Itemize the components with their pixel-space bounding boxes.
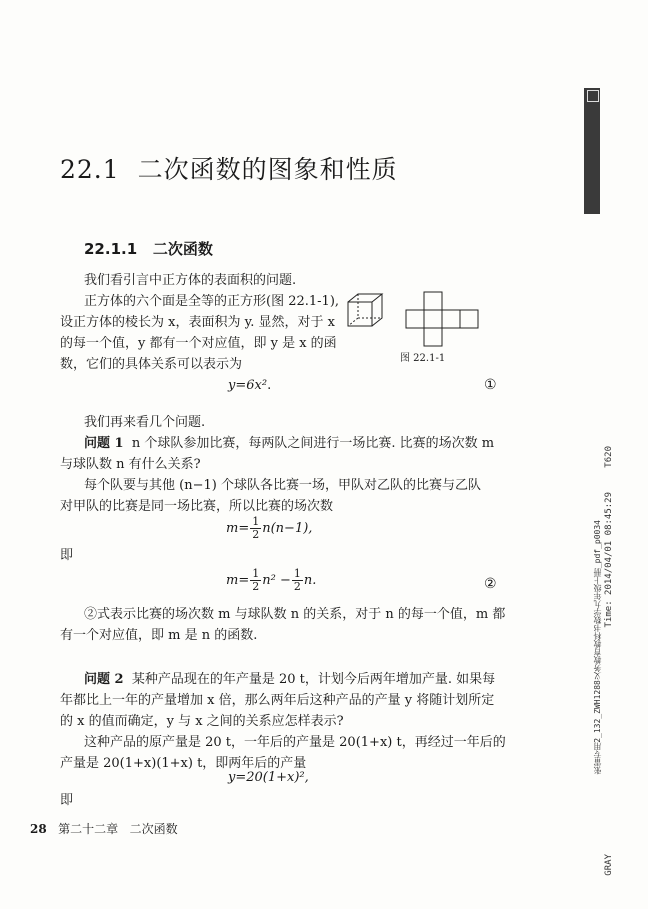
problem-2-text: 某种产品现在的年产量是 20 t，计划今后两年增加产量. 如果每	[131, 672, 496, 687]
fraction-half-a	[250, 568, 261, 593]
footer-chapter: 第二十二章	[58, 822, 119, 836]
paragraph-cube-line3: 的每一个值，y 都有一个对应值，即 y 是 x 的函	[60, 336, 337, 351]
answer-1-line2: 对甲队的比赛是同一场比赛，所以比赛的场次数	[60, 499, 334, 514]
commentary-line2: 有一个对应值，即 m 是 n 的函数.	[60, 628, 258, 643]
fraction-numerator: 1	[252, 567, 260, 580]
side-file-name: 张雷专用2_132_ZWH1288义务教育教科书数学九年级上册_pdf_p0034	[593, 520, 602, 775]
figure-caption: 图 22.1-1	[400, 353, 446, 364]
commentary-line1: ②式表示比赛的场次数 m 与球队数 n 的关系，对于 n 的每一个值，m 都	[84, 607, 506, 622]
page-footer	[30, 820, 178, 837]
problem-1-text: n 个球队参加比赛，每两队之间进行一场比赛. 比赛的场次数 m	[131, 436, 495, 451]
fraction-denominator: 2	[252, 528, 260, 541]
answer-1-line1: 每个队要与其他 (n−1) 个球队各比赛一场，甲队对乙队的比赛与乙队	[84, 478, 481, 493]
side-timestamp: Time: 2014/04/01 08:45:29	[604, 492, 614, 628]
answer-2-line2: 产量是 20(1+x)(1+x) t，即两年后的产量	[60, 756, 307, 771]
equation-2-right: n(n−1),	[262, 521, 313, 536]
side-tab-marker	[587, 90, 599, 102]
equation-3-mid: n² −	[262, 573, 291, 588]
problem-2-label: 问题 2	[84, 672, 124, 687]
cube-drawing	[348, 294, 382, 326]
section-title	[60, 150, 398, 186]
equation-2-left: m=	[226, 521, 250, 536]
footer-chapter-title: 二次函数	[129, 822, 178, 836]
paragraph-cube-line4: 数，它们的具体关系可以表示为	[60, 357, 243, 372]
page-number: 28	[30, 822, 47, 836]
fraction-half	[250, 516, 261, 541]
equation-4: y=20(1+x)²,	[228, 770, 309, 785]
equation-3-left: m=	[226, 573, 250, 588]
fraction-denominator: 2	[293, 580, 301, 593]
equation-2	[226, 516, 312, 541]
problem-2-line2: 年都比上一年的产量增加 x 倍，那么两年后这种产品的产量 y 将随计划所定	[60, 693, 495, 708]
paragraph-intro: 我们看引言中正方体的表面积的问题.	[84, 273, 297, 288]
equation-1-body: y=6x²	[228, 378, 268, 393]
problem-1-line1	[84, 433, 494, 454]
side-gray-label: GRAY	[604, 854, 614, 876]
word-ji-1: 即	[60, 548, 74, 563]
word-ji-2: 即	[60, 793, 74, 808]
problem-1-line2: 与球队数 n 有什么关系?	[60, 457, 201, 472]
cube-net-drawing	[406, 292, 478, 346]
section-title-text: 二次函数的图象和性质	[137, 155, 398, 184]
fraction-numerator: 1	[252, 515, 260, 528]
equation-3	[226, 568, 316, 593]
equation-1-number: ①	[484, 377, 497, 393]
problem-2-line1	[84, 669, 495, 690]
subsection-title-text: 二次函数	[152, 240, 213, 258]
cube-net-figure	[344, 290, 504, 348]
equation-1-period: .	[267, 378, 272, 393]
paragraph-more-problems: 我们再来看几个问题.	[84, 415, 206, 430]
paragraph-cube-line1: 正方体的六个面是全等的正方形(图 22.1-1),	[84, 294, 340, 309]
subsection-title	[84, 238, 213, 259]
problem-2-line3: 的 x 的值而确定，y 与 x 之间的关系应怎样表示?	[60, 714, 344, 729]
equation-1	[228, 378, 271, 393]
answer-2-line1: 这种产品的原产量是 20 t，一年后的产量是 20(1+x) t，再经过一年后的	[84, 735, 506, 750]
side-code: T620	[604, 446, 614, 468]
equation-2-number: ②	[484, 576, 497, 592]
subsection-number: 22.1.1	[84, 240, 138, 258]
equation-3-right: n.	[303, 573, 317, 588]
paragraph-cube-line2: 设正方体的棱长为 x，表面积为 y. 显然，对于 x	[60, 315, 335, 330]
section-number: 22.1	[60, 155, 120, 184]
chapter-side-tab	[584, 88, 600, 214]
problem-1-label: 问题 1	[84, 436, 124, 451]
fraction-numerator: 1	[293, 567, 301, 580]
fraction-half-b	[292, 568, 303, 593]
fraction-denominator: 2	[252, 580, 260, 593]
